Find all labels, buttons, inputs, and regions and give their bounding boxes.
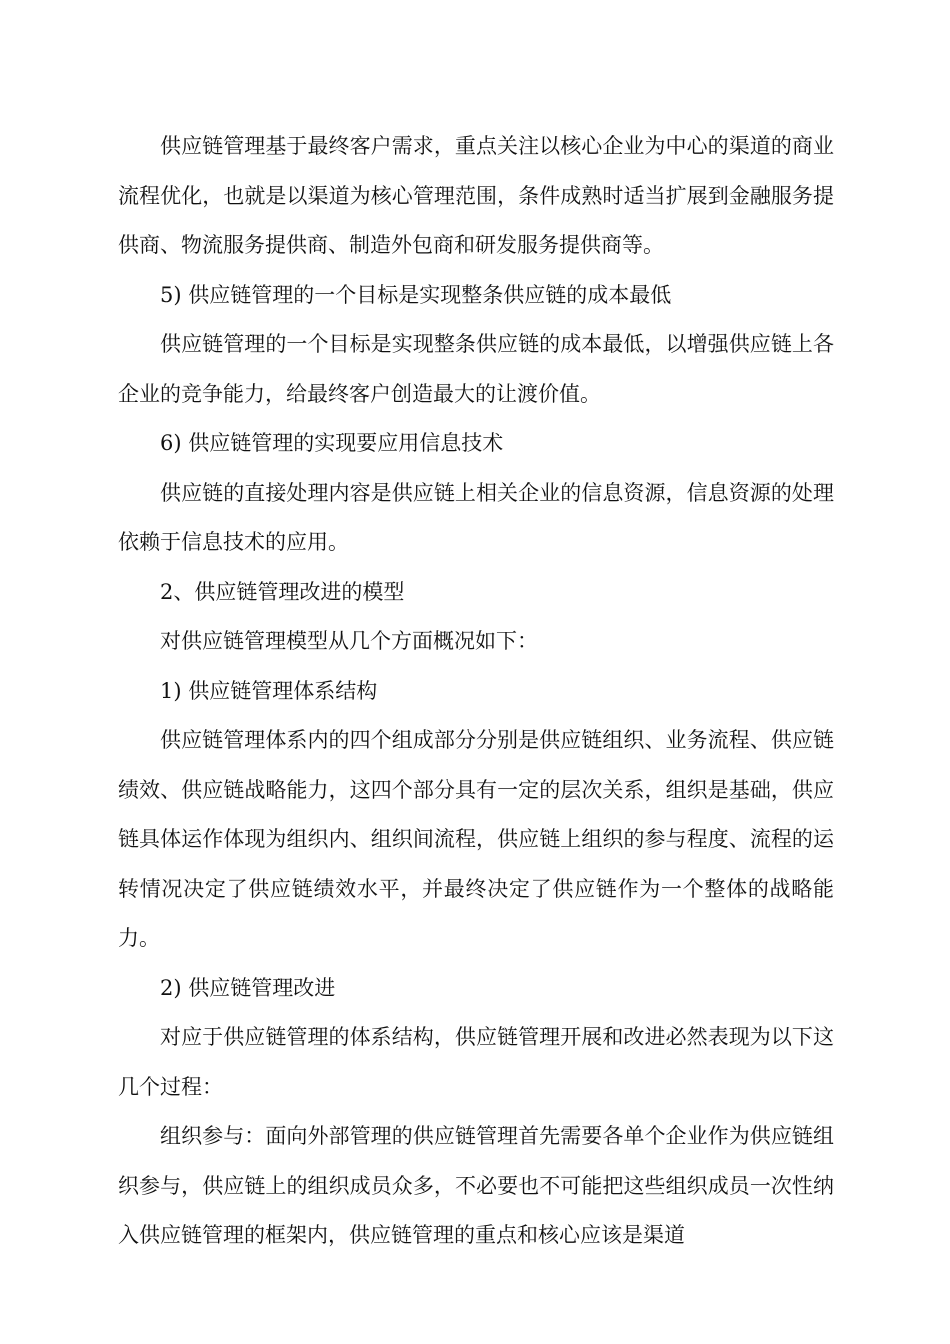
paragraph-org-participation: 组织参与：面向外部管理的供应链管理首先需要各单个企业作为供应链组织参与，供应链上的组织成员众多，不必要也不可能把这些组织成员一次性纳入供应链管理的框架内，供应链管理的重点和核心应该是渠道 xyxy=(118,1124,834,1247)
paragraph-info-tech: 供应链的直接处理内容是供应链上相关企业的信息资源，信息资源的处理依赖于信息技术的应用。 xyxy=(118,480,834,554)
document-body xyxy=(118,122,834,1261)
paragraph-model-overview: 对供应链管理模型从几个方面概况如下： xyxy=(160,629,538,653)
heading-cost-goal: 5) 供应链管理的一个目标是实现整条供应链的成本最低 xyxy=(160,282,672,307)
paragraph-architecture: 供应链管理体系内的四个组成部分分别是供应链组织、业务流程、供应链绩效、供应链战略能力，这四个部分具有一定的层次关系，组织是基础，供应链具体运作体现为组织内、组织间流程，供应链上组织的参与程度、流程的运转情况决定了供应链绩效水平，并最终决定了供应链作为一个整体的战略能力。 xyxy=(118,728,834,950)
heading-architecture: 1) 供应链管理体系结构 xyxy=(160,678,378,703)
heading-info-tech: 6) 供应链管理的实现要应用信息技术 xyxy=(160,431,504,455)
paragraph-improvement: 对应于供应链管理的体系结构，供应链管理开展和改进必然表现为以下这几个过程： xyxy=(118,1025,834,1099)
paragraph-cost-goal: 供应链管理的一个目标是实现整条供应链的成本最低，以增强供应链上各企业的竞争能力，给最终客户创造最大的让渡价值。 xyxy=(118,332,834,406)
paragraph-channel-focus: 供应链管理基于最终客户需求，重点关注以核心企业为中心的渠道的商业流程优化，也就是以渠道为核心管理范围，条件成熟时适当扩展到金融服务提供商、物流服务提供商、制造外包商和研发服务提供商等。 xyxy=(118,134,834,257)
heading-improvement: 2) 供应链管理改进 xyxy=(160,975,336,1000)
heading-improvement-model: 2、供应链管理改进的模型 xyxy=(160,579,405,604)
